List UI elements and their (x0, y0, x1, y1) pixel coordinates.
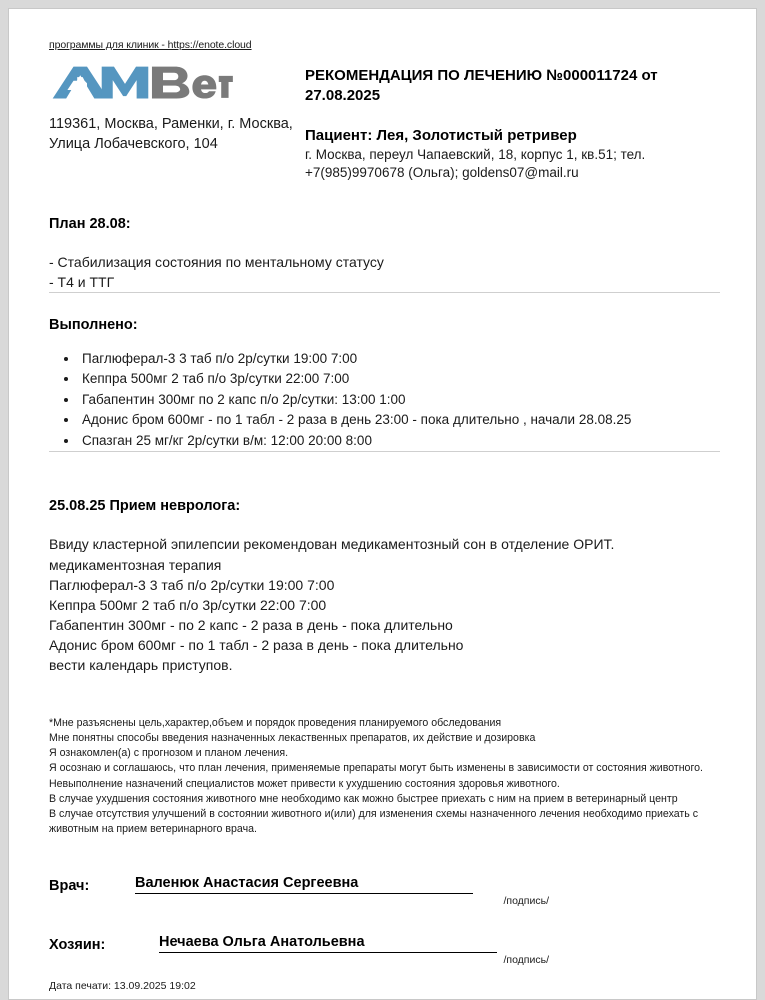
completed-medication-list (49, 349, 720, 451)
neurology-line: медикаментозная терапия (49, 556, 222, 573)
consent-text-block (49, 716, 720, 838)
consent-line: Я осознаю и соглашаюсь, что план лечения, применяемые препараты могут быть изменены в зависимости от состояния животного. (49, 762, 703, 775)
owner-signature-line[interactable] (159, 933, 497, 953)
consent-line: *Мне разъяснены цель,характер,объем и порядок проведения планируемого обследования (49, 716, 502, 729)
clinic-identity-block (49, 63, 305, 154)
plan-line: - Т4 и ТТГ (49, 273, 115, 290)
doctor-signature-line[interactable] (135, 874, 473, 894)
document-title: РЕКОМЕНДАЦИЯ ПО ЛЕЧЕНИЮ №000011724 от 27.08.2025 (305, 67, 658, 104)
consent-line: Мне понятны способы введения назначенных лекаственных препаратов, их действие и дозировка (49, 731, 536, 744)
doctor-name: Валенюк Анастасия Сергеевна (135, 874, 359, 891)
consent-line: В случае ухудшения состояния животного мне необходимо как можно быстрее приехать с ним на прием в ветеринарный центр (49, 792, 678, 805)
neurology-line: Паглюферал-3 3 таб п/о 2р/сутки 19:00 7:00 (49, 576, 335, 593)
neurology-line: Адонис бром 600мг - по 1 табл - 2 раза в день - пока длительно (49, 637, 464, 654)
doctor-signature-caption: /подпись/ (503, 894, 549, 907)
list-item: • Кеппра 500мг 2 таб п/о 3р/сутки 22:00 7:00 (79, 369, 720, 389)
neurology-line: Ввиду кластерной эпилепсии рекомендован медикаментозный сон в отделение ОРИТ. (49, 536, 615, 553)
section-divider (49, 451, 720, 452)
plan-lines (49, 252, 720, 292)
doctor-label: Врач: (49, 877, 90, 894)
section-divider (49, 292, 720, 293)
owner-signature-caption: /подпись/ (503, 953, 549, 966)
clinic-address: 119361, Москва, Раменки, г. Москва, Улица Лобачевского, 104 (49, 116, 293, 152)
neurology-heading: 25.08.25 Прием невролога: (49, 498, 241, 515)
neurology-line: вести календарь приступов. (49, 657, 233, 674)
completed-heading: Выполнено: (49, 316, 138, 333)
document-page (8, 8, 757, 1000)
signature-spacer (49, 921, 720, 933)
owner-label: Хозяин: (49, 936, 106, 953)
consent-line: В случае отсутствия улучшений в состоянии животного и(или) для изменения схемы назначенного лечения необходимо приехать с животным на прием ветеринарного врача. (49, 808, 699, 836)
plan-line: - Стабилизация состояния по ментальному статусу (49, 253, 384, 270)
plan-heading: План 28.08: (49, 215, 131, 232)
enote-cloud-link[interactable]: программы для клиник - https://enote.cloud (49, 39, 252, 51)
patient-name: Пациент: Лея, Золотистый ретривер (305, 127, 577, 144)
list-item: • Габапентин 300мг по 2 капс п/о 2р/сутки: 13:00 1:00 (79, 390, 720, 410)
neurology-line: Габапентин 300мг - по 2 капс - 2 раза в день - пока длительно (49, 617, 453, 634)
ambet-logo (49, 63, 233, 101)
document-meta-block (305, 63, 720, 182)
neurology-line: Кеппра 500мг 2 таб п/о 3р/сутки 22:00 7:00 (49, 596, 327, 613)
list-item: • Спазган 25 мг/кг 2р/сутки в/м: 12:00 20:00 8:00 (79, 431, 720, 451)
owner-name: Нечаева Ольга Анатольевна (159, 933, 365, 950)
neurology-lines (49, 534, 720, 675)
list-item: • Паглюферал-3 3 таб п/о 2р/сутки 19:00 7:00 (79, 349, 720, 369)
list-item: • Адонис бром 600мг - по 1 табл - 2 раза в день 23:00 - пока длительно , начали 28.08.25 (79, 410, 720, 430)
neurology-visit-section (49, 498, 720, 675)
consent-line: Невыполнение назначений специалистов может привести к ухудшению состояния здоровья животного. (49, 777, 560, 790)
signature-block (49, 874, 720, 966)
plan-section (49, 216, 720, 292)
doctor-signature-row (49, 874, 720, 894)
owner-signature-row (49, 933, 720, 953)
completed-section (49, 317, 720, 451)
consent-line: Я ознакомлен(а) с прогнозом и планом лечения. (49, 747, 289, 760)
patient-contact: г. Москва, переул Чапаевский, 18, корпус 1, кв.51; тел. +7(985)9970678 (Ольга); goldens07@mail.ru (305, 147, 646, 180)
print-date: Дата печати: 13.09.2025 19:02 (49, 979, 196, 992)
document-header (49, 63, 720, 182)
